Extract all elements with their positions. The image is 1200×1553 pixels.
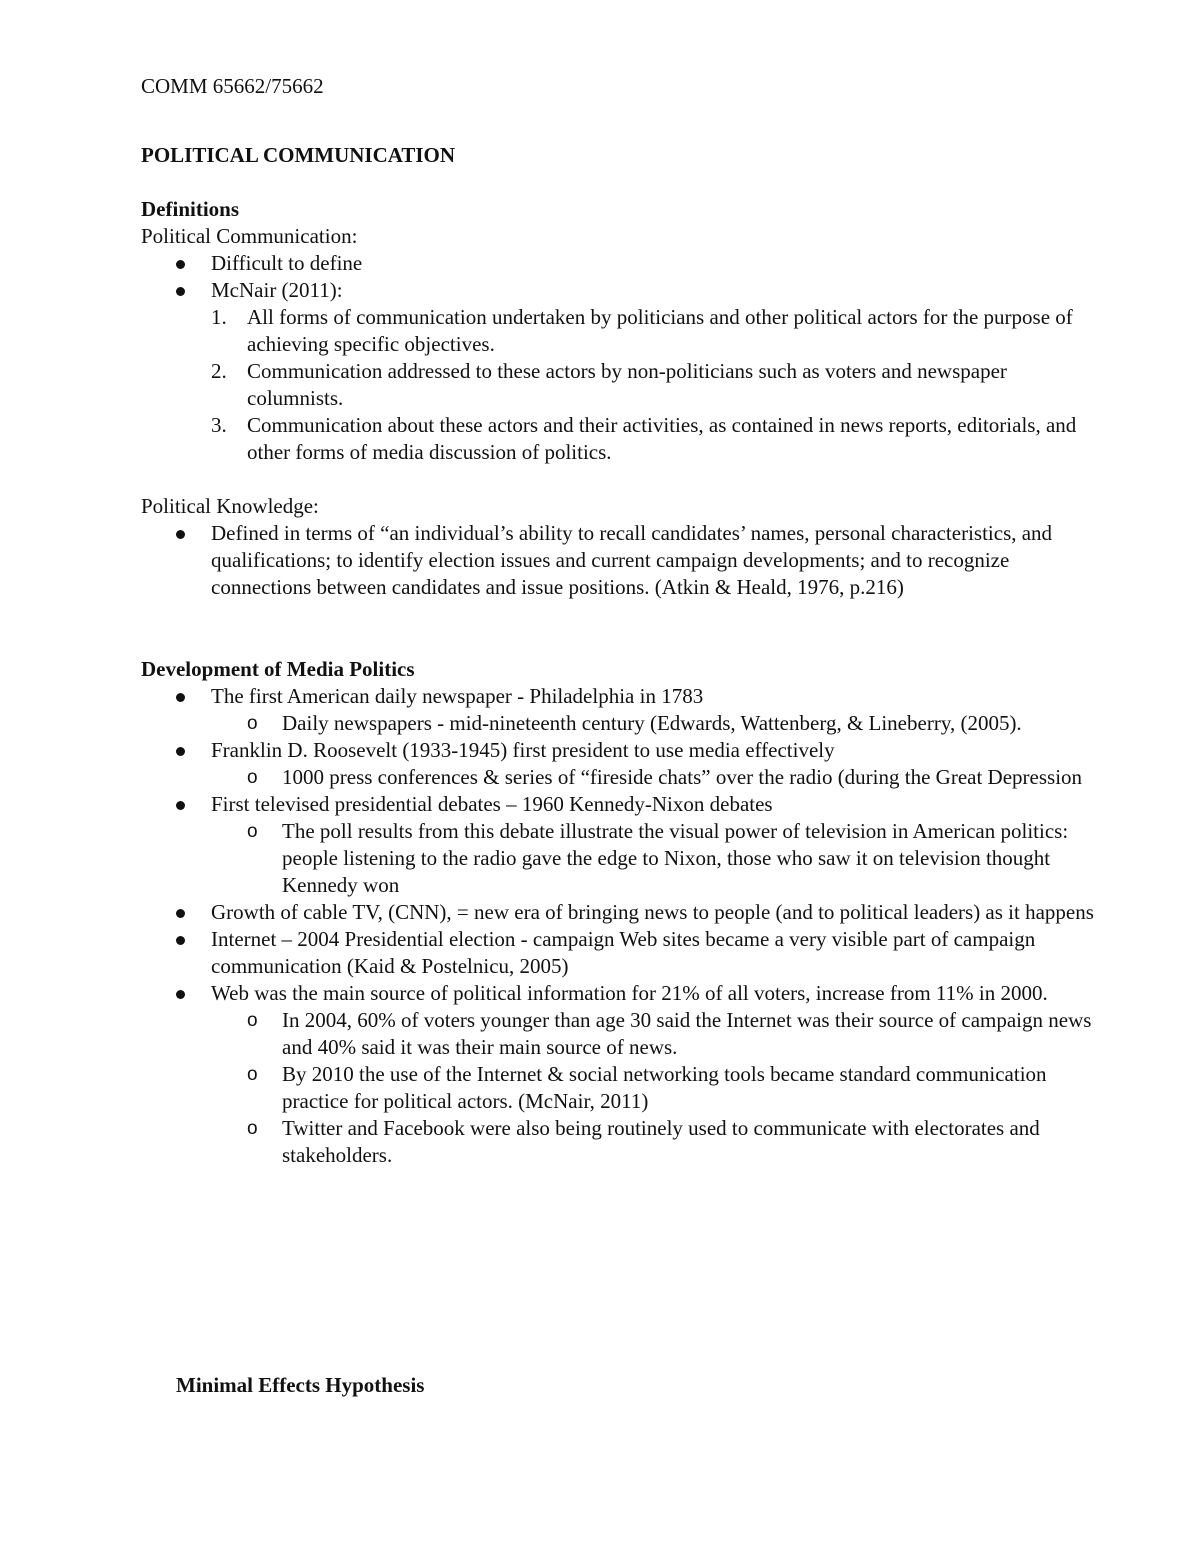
course-code: COMM 65662/75662: [141, 74, 324, 98]
development-section: [141, 656, 1101, 1169]
numbered-item-text: All forms of communication undertaken by politicians and other political actors for the purpose of achieving specific objectives.: [247, 305, 1073, 356]
hollow-bullet-icon: o: [247, 821, 258, 842]
list-item: [141, 899, 1101, 926]
sub-list: [211, 764, 1101, 791]
hollow-bullet-icon: o: [247, 713, 258, 734]
document-title: POLITICAL COMMUNICATION: [141, 143, 456, 167]
sub-list-item-text: Twitter and Facebook were also being routinely used to communicate with electorates and stakeholders.: [282, 1116, 1040, 1167]
list-item-text: The first American daily newspaper - Philadelphia in 1783: [211, 684, 704, 708]
hollow-bullet-icon: o: [247, 767, 258, 788]
numbered-item-text: Communication addressed to these actors by non-politicians such as voters and newspaper columnists.: [247, 359, 1007, 410]
item-number: 1.: [211, 305, 227, 329]
sub-list-item: [211, 1007, 1101, 1061]
sub-list-item-text: In 2004, 60% of voters younger than age 30 said the Internet was their source of campaign news and 40% said it was their main source of news.: [282, 1008, 1092, 1059]
list-item: [141, 683, 1101, 737]
bullet-icon: [176, 287, 185, 296]
list-item-text: Growth of cable TV, (CNN), = new era of bringing news to people (and to political leaders) as it happens: [211, 900, 1094, 924]
sub-list-item: [211, 1061, 1101, 1115]
list-item-text: First televised presidential debates – 1960 Kennedy-Nixon debates: [211, 792, 773, 816]
definitions-heading: Definitions: [141, 197, 240, 221]
sub-list-item-text: Daily newspapers - mid-nineteenth century (Edwards, Wattenberg, & Lineberry, (2005).: [282, 711, 1022, 735]
political-communication-bullets: [141, 250, 1101, 466]
minimal-effects-heading: Minimal Effects Hypothesis: [176, 1373, 425, 1397]
list-item-text: Franklin D. Roosevelt (1933-1945) first president to use media effectively: [211, 738, 835, 762]
list-item-text: Internet – 2004 Presidential election - campaign Web sites became a very visible part of campaign communication (Kaid & Postelnicu, 2005): [211, 927, 1036, 978]
numbered-item: [176, 358, 1101, 412]
sub-list-item: [211, 764, 1101, 791]
numbered-item: [176, 304, 1101, 358]
sub-list: [211, 1007, 1101, 1169]
hollow-bullet-icon: o: [247, 1010, 258, 1031]
definitions-section: [141, 196, 1101, 601]
list-item: [141, 980, 1101, 1169]
list-item: [141, 737, 1101, 791]
sub-list-item-text: The poll results from this debate illustrate the visual power of television in American politics: people listening to the radio gave the edge to Nixon, those who saw it on television thought Kennedy won: [282, 819, 1069, 897]
list-item: [141, 277, 1101, 466]
list-item-text: Web was the main source of political information for 21% of all voters, increase from 11% in 2000.: [211, 981, 1048, 1005]
development-bullets: [141, 683, 1101, 1169]
hollow-bullet-icon: o: [247, 1064, 258, 1085]
numbered-item-text: Communication about these actors and their activities, as contained in news reports, editorials, and other forms of media discussion of politics.: [247, 413, 1077, 464]
sub-list-item: [211, 710, 1101, 737]
sub-list-item-text: By 2010 the use of the Internet & social networking tools became standard communication practice for political actors. (McNair, 2011): [282, 1062, 1047, 1113]
list-item-text: Defined in terms of “an individual’s ability to recall candidates’ names, personal characteristics, and qualifications; to identify election issues and current campaign developments; and to recognize connections between candidates and issue positions. (Atkin & Heald, 1976, p.216): [211, 521, 1053, 599]
list-item: [141, 926, 1101, 980]
sub-list: [211, 818, 1101, 899]
political-knowledge-label: Political Knowledge:: [141, 494, 319, 518]
bullet-icon: [176, 801, 185, 810]
bullet-icon: [176, 909, 185, 918]
sub-list: [211, 710, 1101, 737]
political-knowledge-bullets: [141, 520, 1101, 601]
hollow-bullet-icon: o: [247, 1118, 258, 1139]
bullet-icon: [176, 260, 185, 269]
item-number: 2.: [211, 359, 227, 383]
bullet-icon: [176, 747, 185, 756]
list-item-text: Difficult to define: [211, 251, 363, 275]
bullet-icon: [176, 990, 185, 999]
development-heading: Development of Media Politics: [141, 657, 415, 681]
bullet-icon: [176, 530, 185, 539]
sub-list-item: [211, 1115, 1101, 1169]
list-item: [141, 250, 1101, 277]
bullet-icon: [176, 693, 185, 702]
list-item: [141, 791, 1101, 899]
list-item: [141, 520, 1101, 601]
sub-list-item: [211, 818, 1101, 899]
mcnair-numbered-list: [176, 304, 1101, 466]
political-communication-label: Political Communication:: [141, 224, 358, 248]
sub-list-item-text: 1000 press conferences & series of “fireside chats” over the radio (during the Great Depression: [282, 765, 1083, 789]
bullet-icon: [176, 936, 185, 945]
item-number: 3.: [211, 413, 227, 437]
list-item-text: McNair (2011):: [211, 278, 343, 302]
numbered-item: [176, 412, 1101, 466]
